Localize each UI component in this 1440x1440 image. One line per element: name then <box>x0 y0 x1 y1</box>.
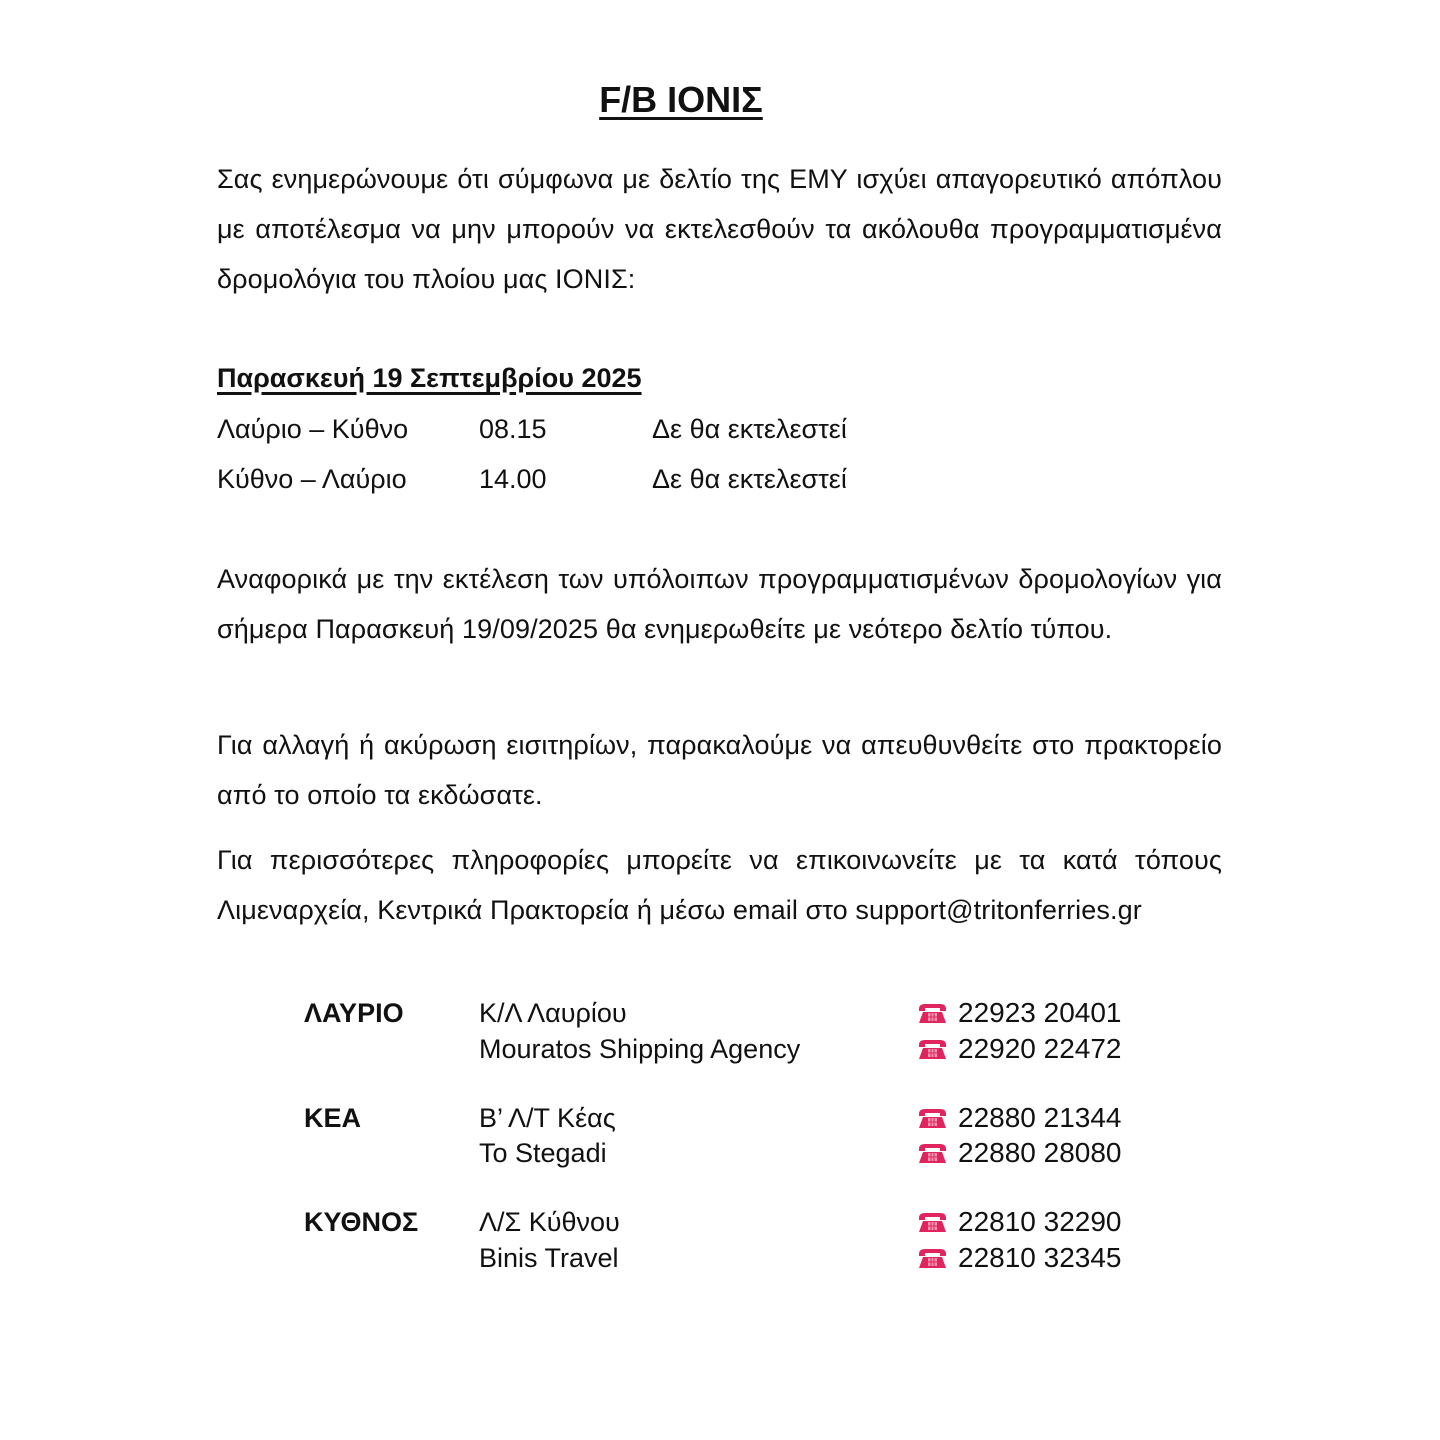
telephone-icon <box>917 1211 948 1233</box>
contact-agency: Binis Travel <box>479 1243 619 1273</box>
phone-number: 22810 32345 <box>958 1242 1122 1273</box>
route-name: Λαύριο – Κύθνο <box>217 414 409 444</box>
info-paragraph: Για περισσότερες πληροφορίες μπορείτε να επικοινωνείτε με τα κατά τόπους Λιμεναρχεία, Κεντρικά Πρακτορεία ή μέσω email στο support@tritonferries.gr <box>217 845 1222 925</box>
route-row <box>217 461 1117 497</box>
contact-place: ΛΑΥΡΙΟ <box>304 998 404 1028</box>
contact-phone <box>917 1101 1122 1135</box>
contact-phone <box>917 996 1122 1030</box>
date-heading: Παρασκευή 19 Σεπτεμβρίου 2025 <box>217 363 642 393</box>
contact-phone <box>917 1241 1122 1275</box>
telephone-icon <box>917 1038 948 1060</box>
route-status: Δε θα εκτελεστεί <box>652 464 847 494</box>
route-time: 08.15 <box>479 414 547 444</box>
contact-place: ΚΕΑ <box>304 1103 362 1133</box>
phone-number: 22880 21344 <box>958 1102 1122 1133</box>
telephone-icon <box>917 1247 948 1269</box>
contact-agency: Λ/Σ Κύθνου <box>479 1207 620 1237</box>
telephone-icon <box>917 1107 948 1129</box>
phone-number: 22880 28080 <box>958 1137 1122 1168</box>
telephone-icon <box>917 1142 948 1164</box>
route-name: Κύθνο – Λαύριο <box>217 464 407 494</box>
document-title-text: F/B ΙΟΝΙΣ <box>599 79 763 120</box>
phone-number: 22810 32290 <box>958 1206 1122 1237</box>
contact-agency: Mouratos Shipping Agency <box>479 1034 801 1064</box>
intro-paragraph: Σας ενημερώνουμε ότι σύμφωνα με δελτίο της ΕΜΥ ισχύει απαγορευτικό απόπλου με αποτέλεσμα να μην μπορούν να εκτελεσθούν τα ακόλουθα προγραμματισμένα δρομολόγια του πλοίου μας ΙΟΝΙΣ: <box>217 164 1222 294</box>
contact-place: ΚΥΘΝΟΣ <box>304 1207 419 1237</box>
tickets-paragraph: Για αλλαγή ή ακύρωση εισιτηρίων, παρακαλούμε να απευθυνθείτε στο πρακτορείο από το οποίο τα εκδώσατε. <box>217 730 1222 810</box>
route-status: Δε θα εκτελεστεί <box>652 414 847 444</box>
document-title <box>0 78 1362 122</box>
contact-agency: Κ/Λ Λαυρίου <box>479 998 627 1028</box>
route-row <box>217 411 1117 447</box>
telephone-icon <box>917 1002 948 1024</box>
contact-phone <box>917 1205 1122 1239</box>
phone-number: 22923 20401 <box>958 997 1122 1028</box>
contact-phone <box>917 1136 1122 1170</box>
contact-agency: Β’ Λ/Τ Κέας <box>479 1103 616 1133</box>
followup-paragraph: Αναφορικά με την εκτέλεση των υπόλοιπων προγραμματισμένων δρομολογίων για σήμερα Παρασκευή 19/09/2025 θα ενημερωθείτε με νεότερο δελτίο τύπου. <box>217 564 1222 644</box>
phone-number: 22920 22472 <box>958 1033 1122 1064</box>
route-time: 14.00 <box>479 464 547 494</box>
contact-agency: To Stegadi <box>479 1138 607 1168</box>
contact-phone <box>917 1032 1122 1066</box>
